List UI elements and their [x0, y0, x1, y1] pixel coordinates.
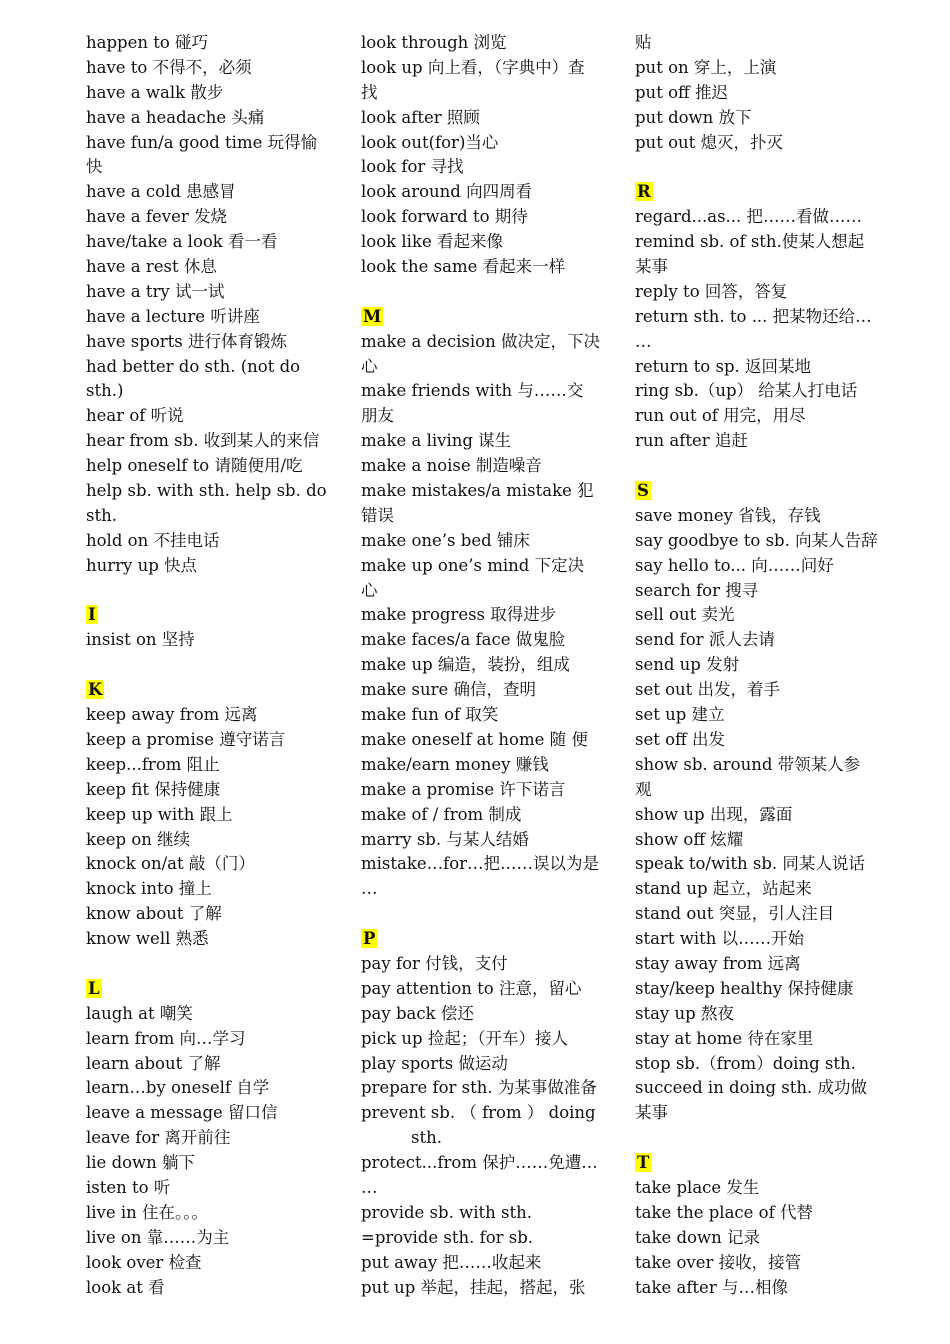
phrase-line: stay at home 待在家里 — [635, 1028, 814, 1048]
phrase-line: have a lecture 听讲座 — [86, 306, 260, 326]
phrase-line: pay back 偿还 — [361, 1003, 474, 1023]
section-letter-k — [86, 678, 328, 703]
section-letter-t — [635, 1151, 879, 1176]
phrase-line: make a noise 制造噪音 — [361, 456, 542, 476]
phrase-line: look up 向上看，（字典中）查 — [361, 57, 585, 77]
phrase-line: =provide sth. for sb. — [361, 1227, 534, 1247]
phrase-line: 心 — [361, 580, 378, 600]
phrase-line: make a decision 做决定，下决 — [361, 331, 600, 351]
phrase-line: pay for 付钱，支付 — [361, 953, 508, 973]
phrase-line: prevent sb. （ from ） doing — [361, 1103, 596, 1123]
phrase-line: know well 熟悉 — [86, 929, 209, 949]
phrase-line: make faces/a face 做鬼脸 — [361, 630, 566, 650]
phrase-line: … — [635, 331, 652, 351]
phrase-line: look through 浏览 — [361, 33, 507, 52]
section-letter-text: I — [88, 605, 96, 625]
blank-line — [361, 280, 603, 305]
column-2 — [361, 31, 603, 1300]
phrase-line: leave for 离开前往 — [86, 1128, 231, 1148]
phrase-line: say goodbye to sb. 向某人告辞 — [635, 530, 878, 550]
phrase-line: make friends with 与……交 — [361, 381, 584, 401]
phrase-line: return sth. to ... 把某物还给… — [635, 306, 872, 326]
section-letter-s — [635, 479, 879, 504]
section-letter-text: R — [637, 182, 651, 202]
phrase-line: have a try 试一试 — [86, 281, 225, 301]
phrase-line: stay up 熬夜 — [635, 1003, 734, 1023]
phrase-line: learn from 向…学习 — [86, 1028, 246, 1048]
section-letter-text: M — [363, 306, 382, 326]
phrase-line: take the place of 代替 — [635, 1202, 813, 1222]
phrase-line: take place 发生 — [635, 1177, 760, 1197]
phrase-line: remind sb. of sth.使某人想起 — [635, 232, 865, 252]
phrase-line: show off 炫耀 — [635, 829, 744, 849]
phrase-line: put on 穿上，上演 — [635, 57, 777, 77]
section-letter-i — [86, 603, 328, 628]
phrase-line: take after 与…相像 — [635, 1277, 788, 1297]
phrase-line: 错误 — [361, 505, 394, 525]
phrase-line: sell out 卖光 — [635, 605, 735, 625]
phrase-line: hear of 听说 — [86, 406, 184, 426]
phrase-line: knock on/at 敲（门） — [86, 854, 255, 874]
phrase-line: stay/keep healthy 保持健康 — [635, 978, 854, 998]
phrase-line: keep...from 阻止 — [86, 754, 220, 774]
phrase-line: look over 检查 — [86, 1252, 202, 1272]
phrase-line: 心 — [361, 356, 378, 376]
phrase-line: put off 推迟 — [635, 82, 728, 102]
phrase-line: make mistakes/a mistake 犯 — [361, 481, 594, 501]
phrase-line: have fun/a good time 玩得愉 — [86, 132, 318, 152]
phrase-line: look the same 看起来一样 — [361, 257, 566, 277]
phrase-line: have a cold 患感冒 — [86, 182, 236, 202]
phrase-line: keep away from 远离 — [86, 705, 258, 725]
phrase-line: hear from sb. 收到某人的来信 — [86, 431, 320, 451]
phrase-line: have to 不得不，必须 — [86, 57, 252, 77]
phrase-line: run out of 用完，用尽 — [635, 406, 806, 426]
phrase-line: show sb. around 带领某人参 — [635, 754, 861, 774]
phrase-line: … — [361, 879, 378, 899]
phrase-line: 某事 — [635, 257, 668, 277]
phrase-line: 某事 — [635, 1103, 668, 1123]
phrase-line: make up 编造，装扮，组成 — [361, 655, 570, 675]
phrase-line: make oneself at home 随 便 — [361, 729, 588, 749]
phrase-line: make up one’s mind 下定决 — [361, 555, 585, 575]
phrase-line: start with 以……开始 — [635, 929, 805, 949]
phrase-line: 找 — [361, 82, 378, 102]
phrase-line: return to sp. 返回某地 — [635, 356, 811, 376]
phrase-line: knock into 撞上 — [86, 879, 212, 899]
column-1 — [86, 31, 328, 1300]
phrase-line: look for 寻找 — [361, 157, 464, 177]
blank-line — [86, 579, 328, 604]
phrase-line: keep fit 保持健康 — [86, 779, 221, 799]
phrase-line: look forward to 期待 — [361, 207, 528, 227]
phrase-line: make progress 取得进步 — [361, 605, 557, 625]
phrase-line: stop sb.（from）doing sth. — [635, 1053, 856, 1073]
phrase-line: have a fever 发烧 — [86, 207, 227, 227]
phrase-line: sth. — [411, 1128, 442, 1148]
blank-line — [635, 155, 879, 180]
phrase-line: live in 住在。。。 — [86, 1202, 209, 1222]
phrase-line: set out 出发，着手 — [635, 680, 781, 700]
phrase-line: look out(for)当心 — [361, 132, 499, 152]
phrase-line: lie down 躺下 — [86, 1153, 196, 1173]
column-3 — [635, 31, 879, 1300]
phrase-line: look after 照顾 — [361, 107, 480, 127]
phrase-line: send for 派人去请 — [635, 630, 775, 650]
phrase-line: insist on 坚持 — [86, 630, 195, 650]
phrase-line: ring sb.（up） 给某人打电话 — [635, 381, 858, 401]
phrase-line: make a living 谋生 — [361, 431, 512, 451]
phrase-line: sth. — [86, 505, 117, 525]
phrase-line: help oneself to 请随便用/吃 — [86, 456, 303, 476]
phrase-line: stand out 突显，引人注目 — [635, 904, 835, 924]
phrase-line: keep a promise 遵守诺言 — [86, 729, 286, 749]
blank-line — [86, 952, 328, 977]
phrase-line: hurry up 快点 — [86, 555, 198, 575]
phrase-line: make/earn money 赚钱 — [361, 754, 549, 774]
phrase-line: put up 举起，挂起，搭起，张 — [361, 1277, 586, 1297]
phrase-line: make fun of 取笑 — [361, 705, 499, 725]
phrase-line: help sb. with sth. help sb. do — [86, 481, 327, 501]
phrase-line: had better do sth. (not do — [86, 356, 301, 376]
phrase-line: provide sb. with sth. — [361, 1202, 532, 1222]
phrase-line: mistake…for…把……误以为是 — [361, 854, 600, 874]
phrase-line: 贴 — [635, 33, 652, 52]
phrase-line: laugh at 嘲笑 — [86, 1003, 193, 1023]
phrase-line: put away 把……收起来 — [361, 1252, 542, 1272]
phrase-line: learn about 了解 — [86, 1053, 221, 1073]
section-letter-r — [635, 180, 879, 205]
phrase-line: have sports 进行体育锻炼 — [86, 331, 287, 351]
section-letter-p — [361, 927, 603, 952]
phrase-line: 快 — [86, 157, 103, 177]
phrase-line: prepare for sth. 为某事做准备 — [361, 1078, 597, 1098]
phrase-line: have a headache 头痛 — [86, 107, 265, 127]
phrase-line: take over 接收，接管 — [635, 1252, 802, 1272]
phrase-line: send up 发射 — [635, 655, 740, 675]
phrase-line: keep on 继续 — [86, 829, 191, 849]
section-letter-text: P — [363, 929, 376, 949]
phrase-line: put out 熄灭，扑灭 — [635, 132, 784, 152]
phrase-line: speak to/with sb. 同某人说话 — [635, 854, 865, 874]
section-letter-text: K — [88, 680, 103, 700]
phrase-line: make one’s bed 铺床 — [361, 530, 530, 550]
phrase-line: pick up 捡起；（开车）接人 — [361, 1028, 569, 1048]
section-letter-text: S — [637, 481, 649, 501]
blank-line — [635, 1126, 879, 1151]
phrase-line: sth.) — [86, 381, 124, 401]
phrase-line: have a walk 散步 — [86, 82, 224, 102]
blank-line — [86, 653, 328, 678]
phrase-line: stay away from 远离 — [635, 953, 801, 973]
phrase-line: hold on 不挂电话 — [86, 530, 220, 550]
phrase-line: isten to 听 — [86, 1177, 171, 1197]
phrase-line: stand up 起立，站起来 — [635, 879, 812, 899]
phrase-line: save money 省钱，存钱 — [635, 505, 821, 525]
section-letter-text: T — [637, 1153, 650, 1173]
phrase-line: set off 出发 — [635, 729, 726, 749]
phrase-line: run after 追赶 — [635, 431, 748, 451]
phrase-line: … — [361, 1177, 378, 1197]
phrase-line: play sports 做运动 — [361, 1053, 508, 1073]
phrase-line: live on 靠……为主 — [86, 1227, 230, 1247]
section-letter-text: L — [88, 978, 100, 998]
phrase-line: leave a message 留口信 — [86, 1103, 278, 1123]
phrase-line: set up 建立 — [635, 705, 725, 725]
phrase-line: 朋友 — [361, 406, 394, 426]
section-letter-m — [361, 305, 603, 330]
phrase-line: make a promise 许下诺言 — [361, 779, 566, 799]
blank-line — [635, 454, 879, 479]
phrase-line: protect...from 保护……免遭… — [361, 1153, 598, 1173]
phrase-line: put down 放下 — [635, 107, 752, 127]
phrase-line: keep up with 跟上 — [86, 804, 233, 824]
phrase-line: make sure 确信，查明 — [361, 680, 536, 700]
phrase-line: learn…by oneself 自学 — [86, 1078, 270, 1098]
phrase-line: happen to 碰巧 — [86, 33, 209, 52]
phrase-line: reply to 回答，答复 — [635, 281, 788, 301]
phrase-line: look at 看 — [86, 1277, 165, 1297]
phrase-line: have a rest 休息 — [86, 257, 217, 277]
phrase-line: marry sb. 与某人结婚 — [361, 829, 529, 849]
phrase-line: look like 看起来像 — [361, 232, 503, 252]
phrase-line: look around 向四周看 — [361, 182, 533, 202]
section-letter-l — [86, 977, 328, 1002]
phrase-line: take down 记录 — [635, 1227, 760, 1247]
phrase-line: succeed in doing sth. 成功做 — [635, 1078, 867, 1098]
phrase-line: say hello to... 向……问好 — [635, 555, 834, 575]
phrase-line: know about 了解 — [86, 904, 222, 924]
phrase-line: have/take a look 看一看 — [86, 232, 278, 252]
phrase-line: 观 — [635, 779, 652, 799]
blank-line — [361, 902, 603, 927]
phrase-line: regard...as... 把……看做…… — [635, 207, 863, 227]
phrase-line: search for 搜寻 — [635, 580, 759, 600]
phrase-line: make of / from 制成 — [361, 804, 522, 824]
phrase-line: pay attention to 注意，留心 — [361, 978, 582, 998]
phrase-line: show up 出现，露面 — [635, 804, 793, 824]
